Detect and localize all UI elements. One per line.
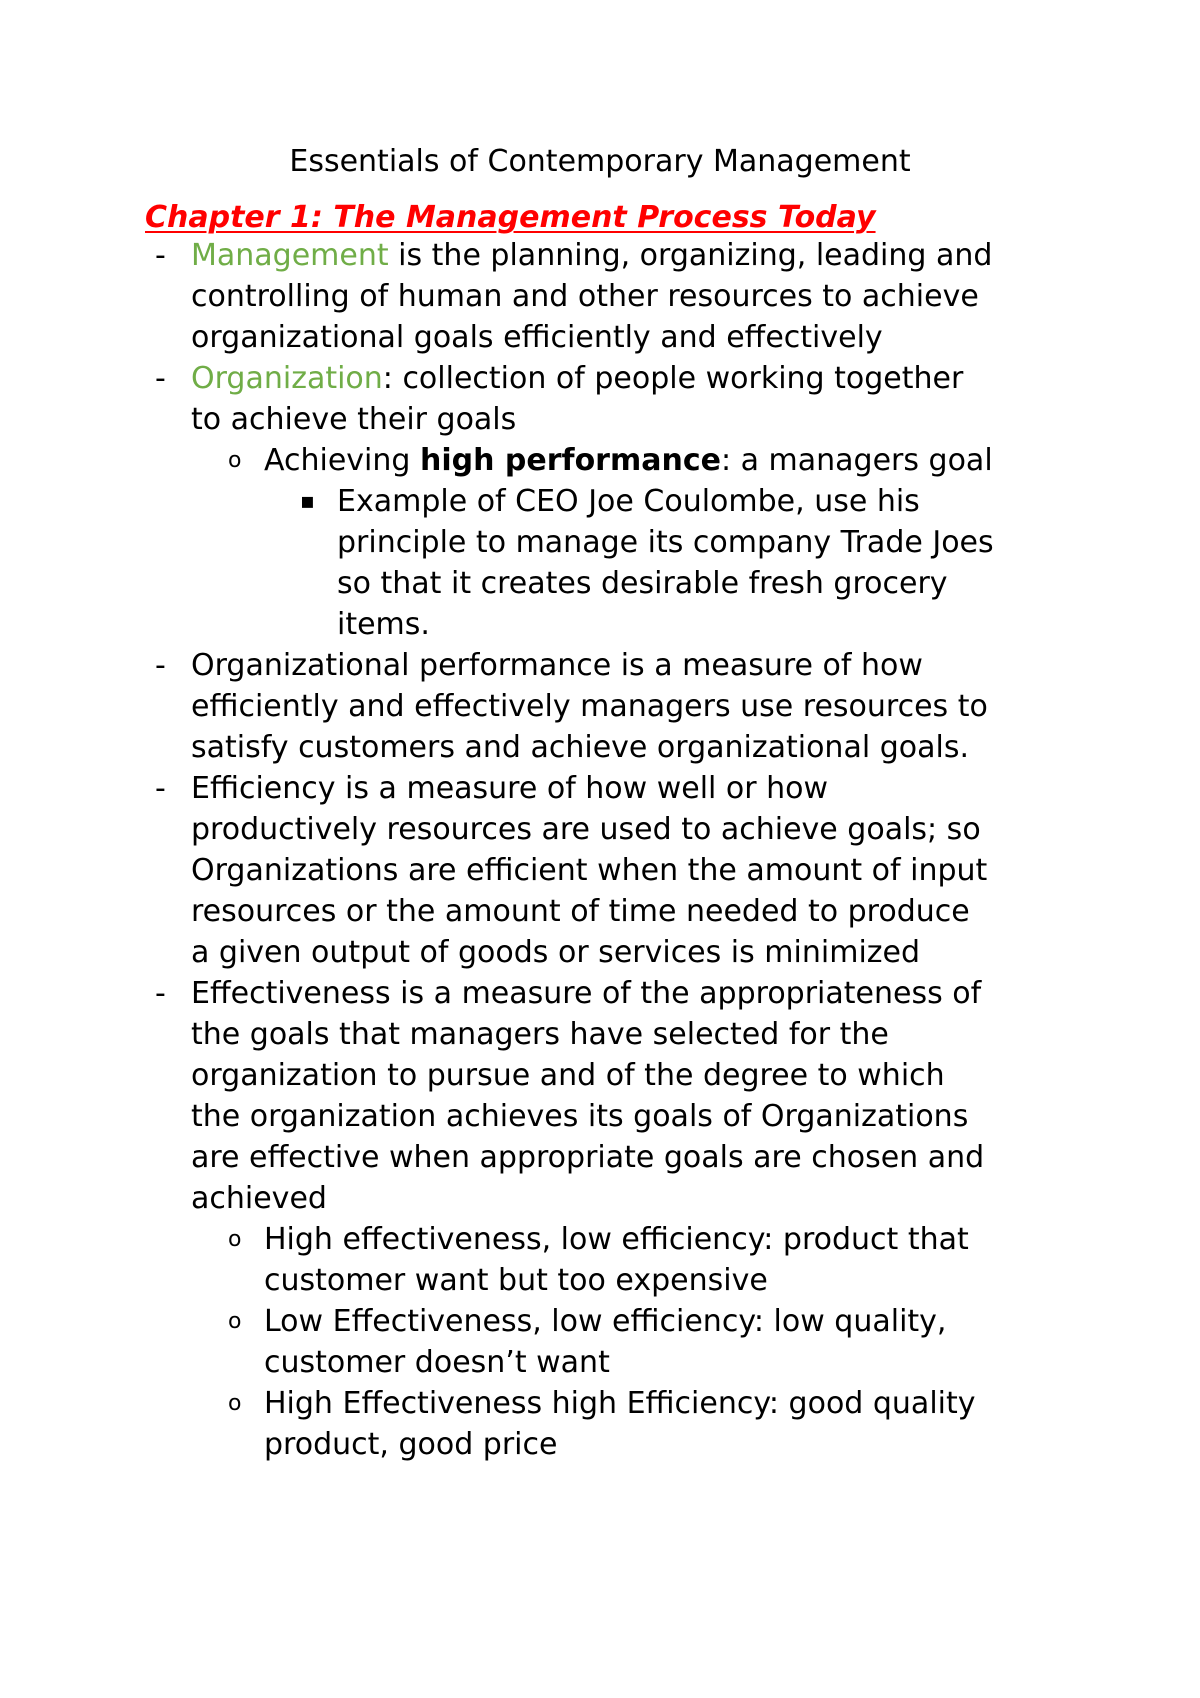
- circle-bullet: o: [228, 1309, 242, 1334]
- square-bullet: ▪: [300, 489, 315, 514]
- dash-bullet: -: [155, 771, 166, 806]
- low-eff-low-effic-line-2: customer doesn’t want: [264, 1345, 610, 1380]
- chapter-heading: Chapter 1: The Management Process Today: [145, 200, 876, 235]
- organization-line-1-text: : collection of people working together: [382, 361, 964, 396]
- high-eff-low-effic-line-1: High effectiveness, low efficiency: product that: [264, 1222, 969, 1257]
- effectiveness-line-3: organization to pursue and of the degree to which: [191, 1058, 945, 1093]
- dash-bullet: -: [155, 238, 166, 273]
- dash-bullet: -: [155, 976, 166, 1011]
- efficiency-line-3: Organizations are efficient when the amount of input: [191, 853, 988, 888]
- efficiency-line-4: resources or the amount of time needed to produce: [191, 894, 970, 929]
- org-performance-line-3: satisfy customers and achieve organizational goals.: [191, 730, 969, 765]
- high-performance-line: [264, 441, 993, 481]
- high-performance-prefix: Achieving: [264, 443, 420, 478]
- high-eff-high-effic-line-1: High Effectiveness high Efficiency: good quality: [264, 1386, 976, 1421]
- org-performance-line-1: Organizational performance is a measure of how: [191, 648, 923, 683]
- effectiveness-line-4: the organization achieves its goals of Organizations: [191, 1099, 969, 1134]
- organization-term: Organization: [191, 361, 383, 396]
- organization-line-1: [191, 359, 963, 399]
- management-line-2: controlling of human and other resources to achieve: [191, 279, 979, 314]
- example-line-2: principle to manage its company Trade Joes: [337, 525, 994, 560]
- high-performance-suffix: : a managers goal: [720, 443, 993, 478]
- org-performance-line-2: efficiently and effectively managers use resources to: [191, 689, 988, 724]
- high-performance-bold: high performance: [419, 443, 721, 478]
- effectiveness-line-2: the goals that managers have selected for the: [191, 1017, 889, 1052]
- circle-bullet: o: [228, 1391, 242, 1416]
- circle-bullet: o: [228, 448, 242, 473]
- circle-bullet: o: [228, 1227, 242, 1252]
- effectiveness-line-5: are effective when appropriate goals are chosen and: [191, 1140, 985, 1175]
- management-term: Management: [191, 238, 389, 273]
- dash-bullet: -: [155, 361, 166, 396]
- efficiency-line-2: productively resources are used to achieve goals; so: [191, 812, 981, 847]
- dash-bullet: -: [155, 648, 166, 683]
- efficiency-line-1: Efficiency is a measure of how well or how: [191, 771, 829, 806]
- effectiveness-line-1: Effectiveness is a measure of the appropriateness of: [191, 976, 982, 1011]
- management-line-3: organizational goals efficiently and effectively: [191, 320, 883, 355]
- management-line-1: [191, 236, 992, 276]
- example-line-1: Example of CEO Joe Coulombe, use his: [337, 484, 920, 519]
- document-title: Essentials of Contemporary Management: [289, 144, 911, 179]
- example-line-4: items.: [337, 607, 430, 642]
- example-line-3: so that it creates desirable fresh grocery: [337, 566, 948, 601]
- high-eff-high-effic-line-2: product, good price: [264, 1427, 558, 1462]
- efficiency-line-5: a given output of goods or services is minimized: [191, 935, 921, 970]
- high-eff-low-effic-line-2: customer want but too expensive: [264, 1263, 768, 1298]
- organization-line-2: to achieve their goals: [191, 402, 517, 437]
- management-line-1-text: is the planning, organizing, leading and: [388, 238, 993, 273]
- low-eff-low-effic-line-1: Low Effectiveness, low efficiency: low quality,: [264, 1304, 947, 1339]
- effectiveness-line-6: achieved: [191, 1181, 327, 1216]
